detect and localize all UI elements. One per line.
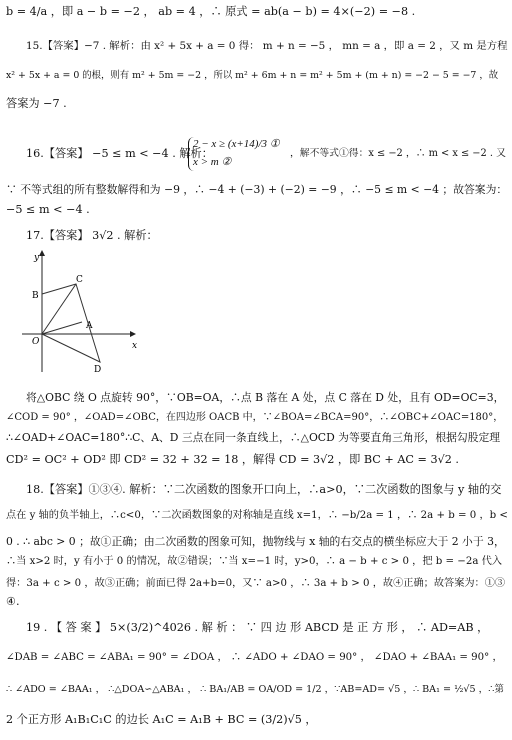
text-line: ∴∠OAD+∠OAC=180°∴C、A、D 三点在同一条直线上，∴△OCD 为等要直角三角形，根据勾股定理 [6,431,501,444]
label-C: C [76,275,83,285]
text-line: ∵ 不等式组的所有整数解得和为 −9 ，∴ −4 + (−3) + (−2) = −9 ，∴ −5 ≤ m < −4 ；故答案为： [6,183,508,196]
text-line: ④. [6,595,20,608]
text-line: b = 4/a ，即 a − b = −2 ， ab = 4 ，∴ 原式 = ab(a − b) = 4×(−2) = −8 . [6,5,416,18]
answer-17-line: 17.【答案】 3√2 . 解析： [26,229,158,242]
text-line: 2 个正方形 A₁B₁C₁C 的边长 A₁C = A₁B + BC = (3/2)√5 ， [6,713,317,726]
text-line: ∴ ∠ADO = ∠BAA₁ ， ∴△DOA∽△ABA₁ ， ∴ BA₁/AB = OA/OD = 1/2 ，∵AB=AD= √5 ，∴ BA₁ = ½√5 ，∴第 [6,684,504,695]
system-row-2: x > m ② [193,156,232,168]
label-O: O [32,337,40,347]
label-x: x [132,341,138,351]
text-line: ∴当 x>2 时，y 有小于 0 的情况，故②错误；∵当 x=−1 时，y>0，∴ a − b + c > 0 ，把 b = −2a 代入 [6,556,503,567]
text-line: x² + 5x + a = 0 的根，则有 m² + 5m = −2 ，所以 m² + 6m + n = m² + 5m + (m + n) = −2 − 5 = −7 ，故 [6,70,499,81]
label-y: y [34,253,40,263]
x-axis-arrow-icon [130,331,136,337]
text-line: 将△OBC 绕 O 点旋转 90°，∵OB=OA，∴点 B 落在 A 处，点 C 落在 D 处，且有 OD=OC=3， [26,391,505,404]
inequality-system [188,137,283,171]
segment-OC [42,284,76,334]
text-line: −5 ≤ m < −4 . [6,203,90,216]
text-line: 答案为 −7 . [6,97,67,110]
answer-16-line: 16.【答案】 −5 ≤ m < −4 . 解析： [26,147,213,160]
text-line: ∠DAB = ∠ABC = ∠ABA₁ = 90° = ∠DOA ， ∴ ∠ADO + ∠DAO = 90° ， ∠DAO + ∠BAA₁ = 90° ， [6,652,503,663]
geometry-figure [20,248,140,378]
system-row-1: 2 − x ≥ (x+14)/3 ① [193,138,280,150]
text-line: CD² = OC² + OD² 即 CD² = 32 + 32 = 18 ，解得 CD = 3√2 ，即 BC + AC = 3√2 . [6,453,459,466]
label-D: D [94,365,102,375]
y-axis-arrow-icon [39,250,45,256]
text-line: 0 . ∴ abc > 0 ；故①正确；由二次函数的图象可知，抛物线与 x 轴的右交点的横坐标应大于 2 小于 3， [6,535,505,548]
label-A: A [86,321,93,331]
text-line: 得：3a + c > 0 ，故③正确；前面已得 2a+b=0，又∵ a>0 ，∴ 3a + b > 0 ，故④正确；故答案为：①③ [6,578,506,589]
text-line: 点在 y 轴的负半轴上，∴c<0，∵二次函数图象的对称轴是直线 x=1，∴ −b/2a = 1 ，∴ 2a + b = 0 ，b < [6,510,508,521]
text-line: ∠COD = 90° ，∠OAD=∠OBC，在四边形 OACB 中，∵∠BOA=∠BCA=90°，∴∠OBC+∠OAC=180°， [6,412,504,423]
label-B: B [32,291,39,301]
answer-19-line: 19 . 【 答 案 】 5×(3/2)^4026 . 解 析 ： ∵ 四 边 形 ABCD 是 正 方 形 ， ∴ AD=AB ， [26,621,489,634]
answer-18-line: 18.【答案】①③④. 解析：∵二次函数的图象开口向上，∴a>0，∵二次函数的图象与 y 轴的交 [26,483,502,496]
segment-OA [42,322,82,334]
text-line: ，解不等式①得：x ≤ −2 ，∴ m < x ≤ −2 . 又 [290,148,506,159]
answer-15-line: 15.【答案】−7 . 解析：由 x² + 5x + a = 0 得： m + n = −5 ， mn = a ，即 a = 2 ，又 m 是方程 [26,40,508,52]
